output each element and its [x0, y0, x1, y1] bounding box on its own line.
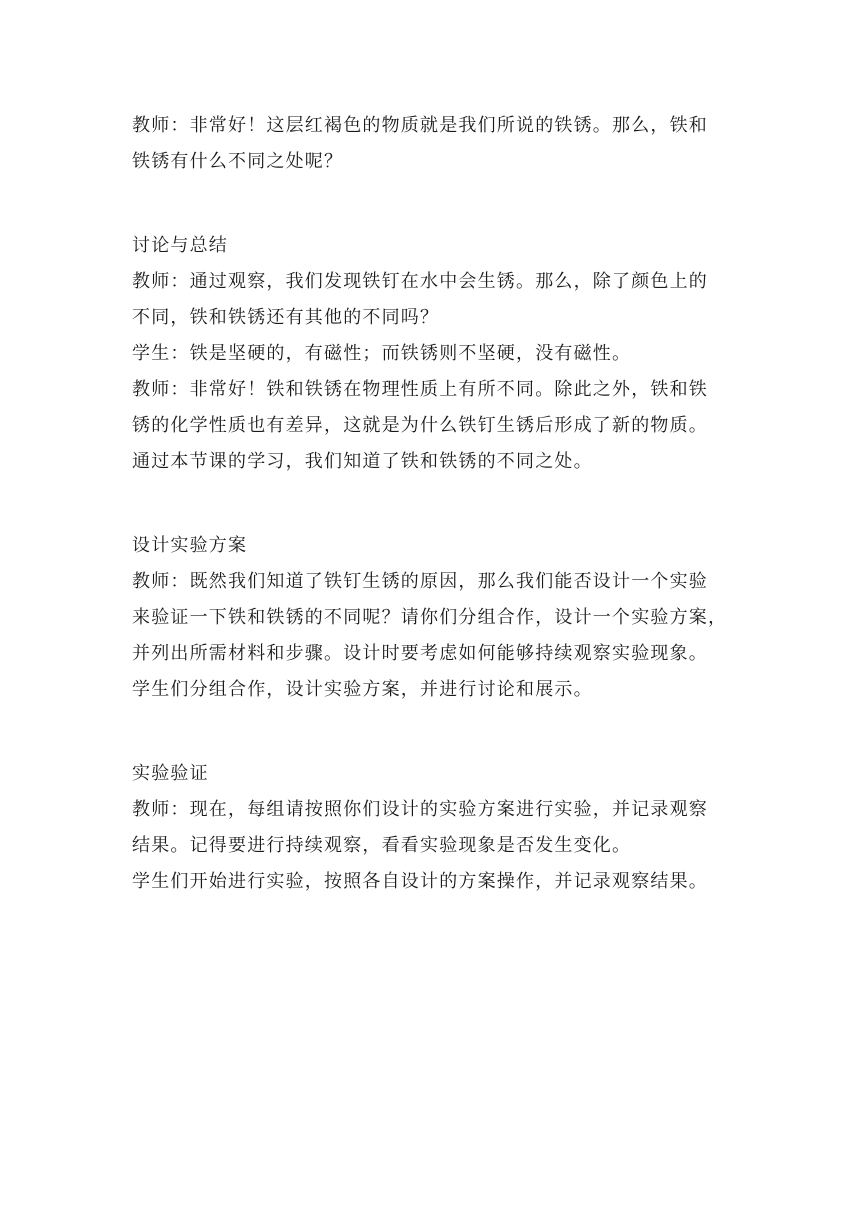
- section-heading: 实验验证: [132, 763, 209, 784]
- paragraph: [132, 372, 742, 480]
- paragraph: [132, 264, 742, 336]
- paragraph: [132, 564, 742, 672]
- text-line: 通过本节课的学习，我们知道了铁和铁锈的不同之处。: [132, 451, 593, 472]
- text-line: 学生们开始进行实验，按照各自设计的方案操作，并记录观察结果。: [132, 871, 708, 892]
- paragraph: [132, 336, 742, 372]
- text-line: 结果。记得要进行持续观察，看看实验现象是否发生变化。: [132, 835, 632, 856]
- text-line: 学生们分组合作，设计实验方案，并进行讨论和展示。: [132, 679, 593, 700]
- document-body: [132, 108, 742, 900]
- paragraph: [132, 108, 742, 180]
- text-line: 铁锈有什么不同之处呢？: [132, 151, 344, 172]
- text-line: 教师：既然我们知道了铁钉生锈的原因，那么我们能否设计一个实验: [132, 571, 708, 592]
- paragraph: [132, 672, 742, 708]
- section-heading: 讨论与总结: [132, 235, 228, 256]
- section-heading: 设计实验方案: [132, 535, 248, 556]
- text-line: 并列出所需材料和步骤。设计时要考虑如何能够持续观察实验现象。: [132, 643, 708, 664]
- paragraph: [132, 864, 742, 900]
- text-line: 来验证一下铁和铁锈的不同呢？请你们分组合作，设计一个实验方案，: [132, 607, 728, 628]
- text-line: 锈的化学性质也有差异，这就是为什么铁钉生锈后形成了新的物质。: [132, 415, 708, 436]
- text-line: 不同，铁和铁锈还有其他的不同吗？: [132, 307, 440, 328]
- text-line: 教师：非常好！铁和铁锈在物理性质上有所不同。除此之外，铁和铁: [132, 379, 708, 400]
- text-line: 教师：通过观察，我们发现铁钉在水中会生锈。那么，除了颜色上的: [132, 271, 708, 292]
- text-line: 学生：铁是坚硬的，有磁性；而铁锈则不坚硬，没有磁性。: [132, 343, 632, 364]
- text-line: 教师：非常好！这层红褐色的物质就是我们所说的铁锈。那么，铁和: [132, 115, 708, 136]
- text-line: 教师：现在，每组请按照你们设计的实验方案进行实验，并记录观察: [132, 799, 708, 820]
- paragraph: [132, 792, 742, 864]
